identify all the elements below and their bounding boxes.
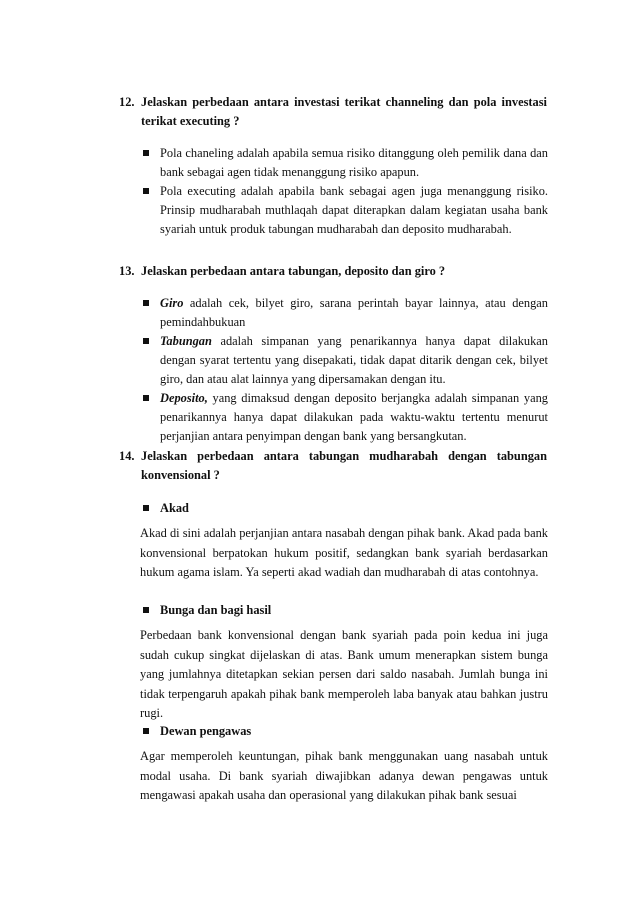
section-heading-dewan [140,722,548,741]
section-paragraph-dewan: Agar memperoleh keuntungan, pihak bank menggunakan uang nasabah untuk modal usaha. Di bank syariah diwajibkan adanya dewan pengawas untuk mengawasi apakah usaha dan operasional yang dilakukan pihak bank sesuai [140,749,548,802]
term-label: Tabungan [160,334,221,348]
list-item [140,144,548,182]
question-14 [119,447,547,485]
term-label: Deposito, [160,391,213,405]
question-12 [119,93,547,131]
bullet-square-icon [143,728,149,734]
bullet-square-icon [143,505,149,511]
list-item-text: yang dimaksud dengan deposito berjangka adalah simpanan yang penarikannya hanya dapat dilakukan pada waktu-waktu tertentu menurut perjanjian antara penyimpan dengan bank yang bersangkutan. [160,391,548,443]
bullet-square-icon [143,150,149,156]
list-item [140,332,548,389]
list-item-text: Pola chaneling adalah apabila semua risiko ditanggung oleh pemilik dana dan bank sebagai agen tidak menanggung risiko apapun. [160,146,548,179]
question-13 [119,262,547,281]
section-paragraph-bunga: Perbedaan bank konvensional dengan bank syariah pada poin kedua ini juga sudah cukup singkat dijelaskan di atas. Bank umum menerapkan sistem bunga yang jumlahnya ditetapkan sekian persen dari saldo nasabah. Jumlah bunga ini tidak terpengaruh apakah pihak bank memperoleh laba banyak atau bahkan justru rugi. [140,628,548,720]
question-number: 12. [119,95,135,109]
question-13-answer-list [140,294,548,446]
question-text: Jelaskan perbedaan antara tabungan mudharabah dengan tabungan konvensional ? [141,449,547,482]
bullet-square-icon [143,300,149,306]
section-heading-akad [140,499,548,518]
list-item [140,182,548,239]
bullet-square-icon [143,395,149,401]
question-text: Jelaskan perbedaan antara investasi terikat channeling dan pola investasi terikat executing ? [141,95,547,128]
section-paragraph-akad: Akad di sini adalah perjanjian antara nasabah dengan pihak bank. Akad pada bank konvensional berpatokan hukum positif, sedangkan bank syariah berdasarkan hukum agama islam. Ya seperti akad wadiah dan mudharabah di atas contohnya. [140,526,548,579]
section-heading-bunga [140,601,548,620]
question-number: 14. [119,449,135,463]
list-item [140,294,548,332]
term-label: Giro [160,296,190,310]
bullet-square-icon [143,607,149,613]
section-heading: Bunga dan bagi hasil [160,603,272,617]
list-item-text: adalah simpanan yang penarikannya hanya dapat dilakukan dengan syarat tertentu yang disepakati, tidak dapat ditarik dengan cek, bilyet giro, dan atau alat lainnya yang dipersamakan dengan itu. [160,334,548,386]
bullet-square-icon [143,338,149,344]
question-number: 13. [119,264,135,278]
section-heading: Dewan pengawas [160,724,252,738]
list-item [140,389,548,446]
question-text: Jelaskan perbedaan antara tabungan, deposito dan giro ? [141,264,446,278]
question-12-answer-list [140,144,548,239]
bullet-square-icon [143,188,149,194]
section-heading: Akad [160,501,189,515]
list-item-text: Pola executing adalah apabila bank sebagai agen juga menanggung risiko. Prinsip mudharabah muthlaqah dapat diterapkan dalam kegiatan usaha bank syariah untuk produk tabungan mudharabah dan deposito mudharabah. [160,184,548,236]
list-item-text: adalah cek, bilyet giro, sarana perintah bayar lainnya, atau dengan pemindahbukuan [160,296,548,329]
